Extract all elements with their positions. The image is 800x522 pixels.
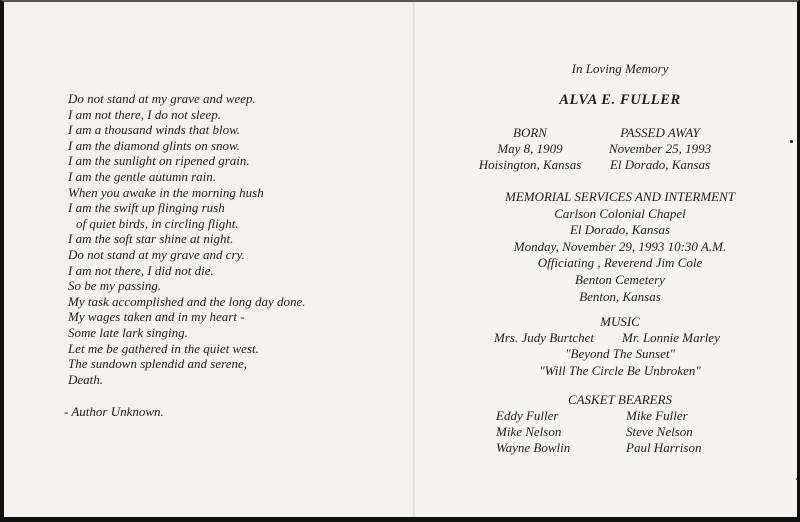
scan-speck (790, 140, 793, 143)
poem-line: So be my passing. (68, 278, 162, 294)
casket-bearer: Steve Nelson (626, 424, 693, 439)
poem-line: Do not stand at my grave and cry. (68, 246, 245, 262)
music-heading: MUSIC (600, 314, 640, 329)
services-line: Officiating , Reverend Jim Cole (537, 255, 703, 271)
poem-line: I am the soft star shine at night. (68, 231, 234, 247)
music-performer: Mrs. Judy Burtchet (494, 330, 595, 345)
casket-bearer: Eddy Fuller (496, 408, 559, 423)
poem-line: I am not there, I do not sleep. (68, 106, 221, 122)
born-block (460, 125, 600, 173)
casket-bearer: Paul Harrison (626, 440, 702, 455)
services-line: Monday, November 29, 1993 10:30 A.M. (513, 238, 727, 254)
born-date: May 8, 1909 (497, 141, 563, 156)
poem-line: I am a thousand winds that blow. (68, 122, 241, 138)
music-song: "Beyond The Sunset" (565, 346, 675, 361)
services-line: Benton Cemetery (575, 271, 665, 287)
poem-line: I am not there, I did not die. (68, 262, 214, 278)
poem-line: Let me be gathered in the quiet west. (68, 340, 259, 356)
poem-line: I am the sunlight on ripened grain. (68, 153, 250, 169)
music-performer: Mr. Lonnie Marley (622, 330, 720, 345)
poem-line: I am the diamond glints on snow. (68, 137, 241, 153)
poem-line: Some late lark singing. (68, 324, 188, 340)
casket-right-column (626, 408, 701, 456)
deceased-name: ALVA E. FULLER (559, 92, 681, 108)
music-songs (480, 346, 760, 379)
poem-line: Death. (68, 371, 104, 387)
services-line: Benton, Kansas (579, 288, 661, 304)
music-song: "Will The Circle Be Unbroken" (539, 362, 701, 378)
poem-line: I am the gentle autumn rain. (68, 168, 217, 184)
poem-line: I am the swift up flinging rush (68, 200, 225, 216)
passed-date: November 25, 1993 (608, 141, 712, 156)
poem-line: Do not stand at my grave and weep. (68, 91, 256, 106)
passed-block (590, 125, 730, 173)
casket-left-column (496, 408, 570, 456)
services-line: Carlson Colonial Chapel (554, 205, 686, 221)
poem-line: The sundown splendid and serene, (68, 356, 247, 372)
casket-bearer: Wayne Bowlin (496, 440, 571, 455)
born-label: BORN (513, 125, 547, 140)
casket-bearer: Mike Nelson (496, 424, 562, 439)
scan-speck (796, 478, 798, 480)
casket-bearer: Mike Fuller (626, 408, 688, 423)
poem-line: of quiet birds, in circling flight. (76, 215, 239, 231)
poem-author: - Author Unknown. (64, 404, 164, 419)
services-block (470, 189, 770, 305)
poem (68, 91, 306, 387)
poem-line: My task accomplished and the long day done. (68, 293, 306, 309)
memorial-heading: In Loving Memory (571, 61, 669, 76)
poem-line: My wages taken and in my heart - (68, 309, 245, 325)
poem-line: When you awake in the morning hush (68, 184, 264, 200)
passed-place: El Dorado, Kansas (609, 157, 711, 172)
services-line: El Dorado, Kansas (569, 222, 671, 238)
passed-label: PASSED AWAY (620, 125, 700, 140)
services-heading: MEMORIAL SERVICES AND INTERMENT (504, 189, 736, 204)
born-place: Hoisington, Kansas (478, 157, 582, 172)
casket-heading: CASKET BEARERS (567, 392, 673, 407)
